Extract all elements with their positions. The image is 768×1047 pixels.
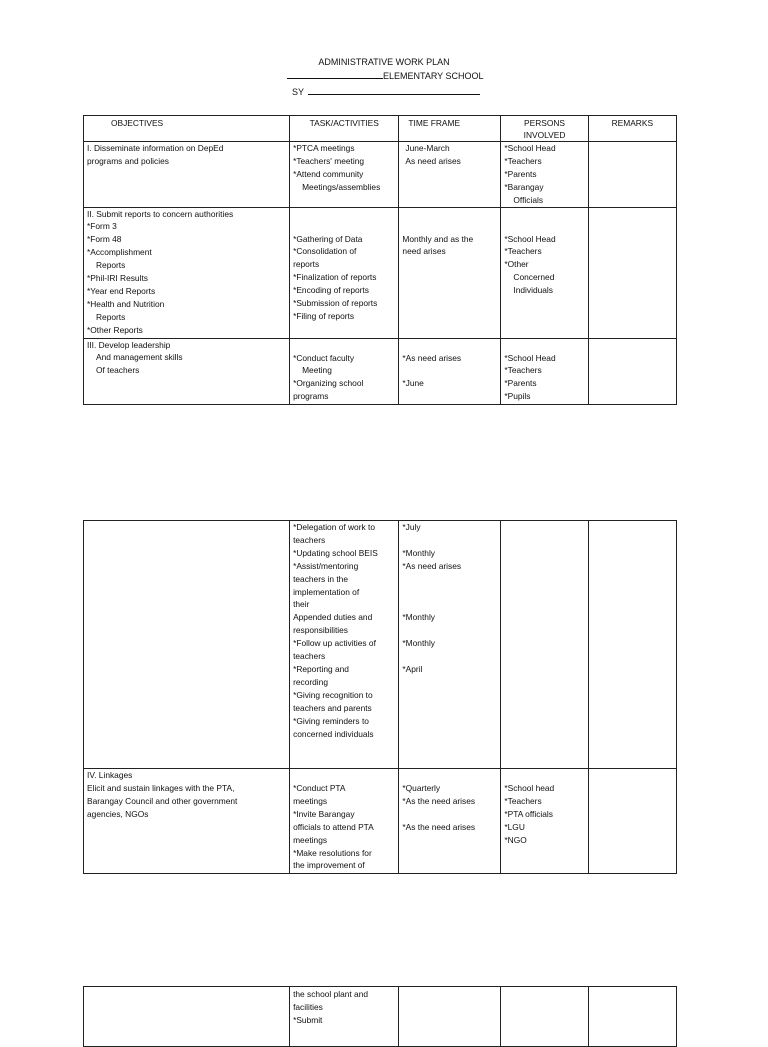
persons-cell: [501, 207, 588, 338]
school-suffix: ELEMENTARY SCHOOL: [383, 71, 484, 81]
table-row: [84, 987, 677, 1047]
table-row: [84, 207, 677, 338]
cell-line: Concerned: [513, 272, 555, 283]
cell-line: *Teachers: [504, 155, 542, 166]
cell-line: *PTA officials: [504, 808, 553, 819]
cell-line: *Teachers: [504, 365, 542, 376]
cell-line: Meetings/assemblies: [302, 181, 381, 192]
cell-line: *Assist/mentoring: [293, 560, 359, 571]
cell-line: [402, 598, 497, 611]
cell-line: Reports: [96, 260, 126, 271]
cell-line: *Monthly: [402, 547, 435, 558]
cell-line: *Gathering of Data: [293, 233, 363, 244]
cell-line: *Teachers' meeting: [293, 155, 365, 166]
cell-line: *Filing of reports: [293, 310, 355, 321]
cell-line: *Make resolutions for: [293, 847, 372, 858]
plan-title: ADMINISTRATIVE WORK PLAN: [318, 57, 450, 67]
table-row: [84, 338, 677, 404]
cell-line: teachers: [293, 651, 326, 662]
school-name-line: [287, 69, 768, 82]
remarks-cell: [588, 207, 676, 338]
cell-line: And management skills: [96, 352, 183, 363]
cell-line: *Submit: [293, 1014, 323, 1025]
cell-line: June-March: [405, 143, 450, 153]
task-cell: [290, 769, 399, 874]
remarks-cell: [588, 142, 676, 208]
cell-line: *Conduct faculty: [293, 352, 355, 363]
cell-line: [402, 650, 497, 663]
cell-line: Meeting: [302, 365, 332, 376]
cell-line: teachers and parents: [293, 702, 372, 713]
cell-line: *Finalization of reports: [293, 272, 377, 283]
col-tasks: TASK/ACTIVITIES: [290, 116, 399, 142]
persons-cell: [501, 769, 588, 874]
cell-line: *Monthly: [402, 612, 435, 623]
cell-line: *Consolidation of: [293, 246, 357, 257]
cell-line: *PTCA meetings: [293, 143, 355, 153]
cell-line: *Teachers: [504, 246, 542, 257]
objective-cell: [84, 769, 290, 874]
cell-line: officials to attend PTA: [293, 821, 374, 832]
work-plan-table-continued: [83, 520, 677, 874]
cell-line: *Other: [504, 259, 529, 270]
cell-line: *Phil-IRI Results: [87, 273, 148, 284]
task-cell: [290, 521, 399, 769]
col-remarks: REMARKS: [588, 116, 676, 142]
cell-line: *Pupils: [504, 391, 531, 402]
time-cell: [399, 769, 501, 874]
cell-line: [402, 534, 497, 547]
cell-line: the school plant and: [293, 989, 369, 999]
cell-line: *Monthly: [402, 638, 435, 649]
sy-label: SY: [292, 87, 305, 97]
cell-line: agencies, NGOs: [87, 808, 149, 819]
cell-line: Individuals: [513, 285, 553, 296]
table-row: [84, 769, 677, 874]
cell-line: [402, 573, 497, 586]
cell-line: [402, 808, 497, 821]
objective-cell: [84, 521, 290, 769]
cell-line: *Invite Barangay: [293, 808, 355, 819]
work-plan-table-page3: [83, 986, 677, 1047]
cell-line: implementation of: [293, 586, 360, 597]
time-cell: [399, 207, 501, 338]
cell-line: *Accomplishment: [87, 247, 152, 258]
cell-line: programs: [293, 391, 329, 402]
time-cell: [399, 142, 501, 208]
cell-line: Reports: [96, 311, 126, 322]
cell-line: *As need arises: [402, 352, 462, 363]
cell-line: *Parents: [504, 378, 537, 389]
cell-line: *Quarterly: [402, 783, 441, 793]
cell-line: facilities: [293, 1001, 323, 1012]
table-row: [84, 521, 677, 769]
cell-line: *Reporting and: [293, 663, 349, 674]
cell-line: reports: [293, 259, 320, 270]
school-year-line: [292, 85, 768, 98]
cell-line: responsibilities: [293, 625, 348, 636]
persons-cell: [501, 521, 588, 769]
cell-line: III. Develop leadership: [87, 339, 171, 350]
cell-line: *Follow up activities of: [293, 638, 376, 649]
school-name-blank: [287, 69, 383, 79]
cell-line: [402, 364, 497, 377]
cell-line: *Barangay: [504, 181, 544, 192]
cell-line: *Form 3: [87, 221, 117, 232]
persons-cell: [501, 987, 588, 1047]
cell-line: Barangay Council and other government: [87, 795, 238, 806]
col-objectives: OBJECTIVES: [84, 116, 290, 142]
cell-line: *As the need arises: [402, 795, 476, 806]
task-cell: [290, 987, 399, 1047]
cell-line: *Year end Reports: [87, 285, 156, 296]
remarks-cell: [588, 521, 676, 769]
cell-line: *Encoding of reports: [293, 285, 369, 296]
cell-line: *LGU: [504, 821, 525, 832]
cell-line: *April: [402, 663, 423, 674]
remarks-cell: [588, 987, 676, 1047]
objective-cell: [84, 207, 290, 338]
cell-line: *Parents: [504, 168, 537, 179]
task-cell: [290, 142, 399, 208]
task-cell: [290, 338, 399, 404]
cell-line: *Updating school BEIS: [293, 547, 378, 558]
persons-cell: [501, 338, 588, 404]
cell-line: Officials: [513, 194, 544, 205]
cell-line: *As need arises: [402, 560, 462, 571]
cell-line: concerned individuals: [293, 728, 374, 739]
cell-line: recording: [293, 676, 328, 687]
cell-line: *School Head: [504, 233, 556, 244]
cell-line: *Attend community: [293, 168, 364, 179]
sy-blank: [308, 85, 480, 95]
table-row: [84, 142, 677, 208]
remarks-cell: [588, 338, 676, 404]
objective-cell: [84, 987, 290, 1047]
cell-line: *Form 48: [87, 234, 122, 245]
col-time-frame: TIME FRAME: [399, 116, 501, 142]
cell-line: As need arises: [405, 155, 461, 166]
remarks-cell: [588, 769, 676, 874]
cell-line: [402, 586, 497, 599]
cell-line: *Giving recognition to: [293, 689, 373, 700]
cell-line: I. Disseminate information on DepEd: [87, 143, 224, 153]
time-cell: [399, 987, 501, 1047]
cell-line: *School Head: [504, 352, 556, 363]
cell-line: teachers: [293, 534, 326, 545]
cell-line: Monthly and as the: [402, 233, 474, 244]
cell-line: *Organizing school: [293, 378, 364, 389]
cell-line: teachers in the: [293, 573, 348, 584]
cell-line: Of teachers: [96, 365, 140, 376]
cell-line: *July: [402, 522, 421, 532]
cell-line: meetings: [293, 795, 328, 806]
cell-line: need arises: [402, 246, 446, 257]
time-cell: [399, 521, 501, 769]
cell-line: their: [293, 599, 310, 610]
cell-line: [402, 624, 497, 637]
cell-line: IV. Linkages: [87, 770, 133, 780]
cell-line: the improvement of: [293, 860, 365, 871]
cell-line: Appended duties and: [293, 612, 373, 623]
time-cell: [399, 338, 501, 404]
cell-line: programs and policies: [87, 155, 169, 166]
objective-cell: [84, 338, 290, 404]
cell-line: Elicit and sustain linkages with the PTA,: [87, 782, 235, 793]
col-persons-label: PERSONS INVOLVED: [523, 118, 566, 140]
cell-line: II. Submit reports to concern authorities: [87, 208, 234, 219]
persons-cell: [501, 142, 588, 208]
cell-line: *Delegation of work to: [293, 522, 375, 532]
cell-line: *Giving reminders to: [293, 715, 369, 726]
cell-line: *School head: [504, 783, 555, 793]
task-cell: [290, 207, 399, 338]
cell-line: *Conduct PTA: [293, 783, 346, 793]
cell-line: meetings: [293, 834, 328, 845]
cell-line: *Submission of reports: [293, 298, 378, 309]
work-plan-table: [83, 115, 677, 405]
cell-line: *Other Reports: [87, 324, 143, 335]
header-row: [84, 116, 677, 142]
cell-line: *As the need arises: [402, 821, 476, 832]
cell-line: *School Head: [504, 143, 556, 153]
cell-line: *Health and Nutrition: [87, 298, 165, 309]
objective-cell: [84, 142, 290, 208]
col-persons: [501, 116, 588, 142]
cell-line: *Teachers: [504, 795, 542, 806]
cell-line: *NGO: [504, 834, 527, 845]
cell-line: *June: [402, 378, 424, 389]
